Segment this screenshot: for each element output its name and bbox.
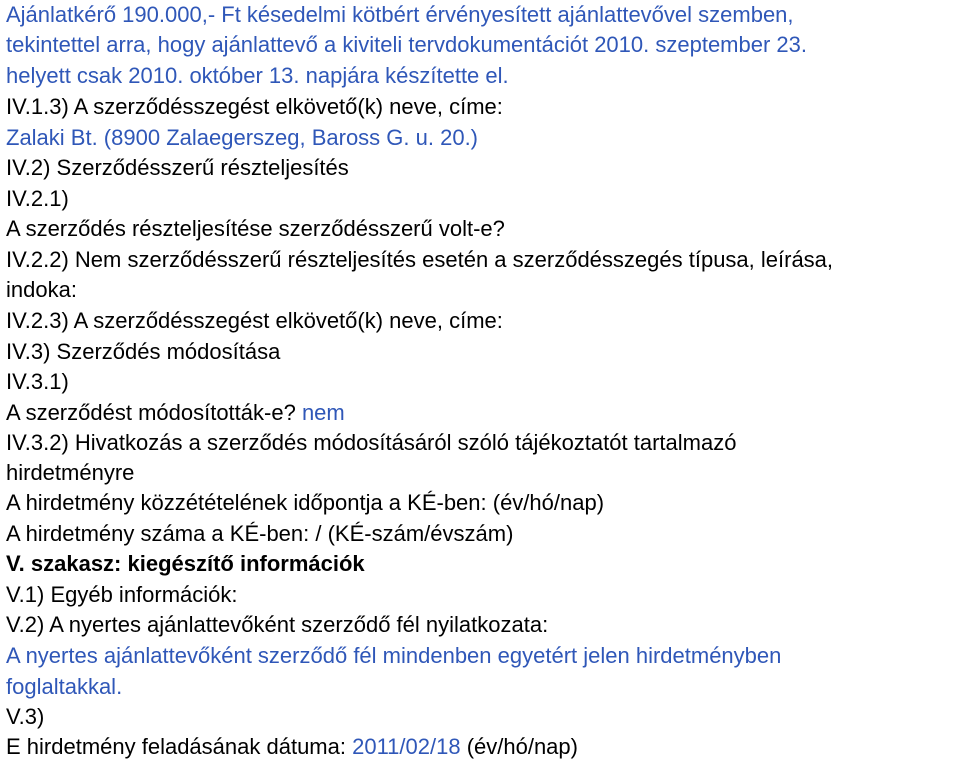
section-heading: V.3): [6, 704, 45, 729]
date-line: [6, 734, 578, 760]
statement-line: foglaltakkal.: [6, 674, 123, 699]
text-line: helyett csak 2010. október 13. napjára készítette el.: [6, 63, 509, 88]
contractor-address: Zalaki Bt. (8900 Zalaegerszeg, Baross G. u. 20.): [6, 125, 479, 150]
section-heading: V.1) Egyéb információk:: [6, 582, 238, 607]
text-line: hirdetményre: [6, 460, 135, 485]
text-line: Ajánlatkérő 190.000,- Ft késedelmi kötbért érvényesített ajánlattevővel szemben,: [6, 2, 794, 27]
section-heading: IV.2.3) A szerződésszegést elkövető(k) neve, címe:: [6, 308, 503, 333]
section-heading: IV.2.1): [6, 186, 69, 211]
text-line: indoka:: [6, 277, 77, 302]
section-title: V. szakasz: kiegészítő információk: [6, 551, 365, 576]
section-heading: IV.3.2) Hivatkozás a szerződés módosításáról szóló tájékoztatót tartalmazó: [6, 430, 737, 455]
answer-value: nem: [301, 400, 345, 425]
question-label: A szerződést módosították-e?: [6, 400, 302, 425]
section-heading: IV.3.1): [6, 369, 69, 394]
section-heading: IV.2.2) Nem szerződésszerű részteljesítés esetén a szerződésszegés típusa, leírása,: [6, 247, 834, 272]
section-heading: IV.2) Szerződésszerű részteljesítés: [6, 155, 349, 180]
section-heading: V.2) A nyertes ajánlattevőként szerződő fél nyilatkozata:: [6, 612, 549, 637]
text-line: tekintettel arra, hogy ajánlattevő a kiviteli tervdokumentációt 2010. szeptember 23.: [6, 32, 808, 57]
date-label: E hirdetmény feladásának dátuma:: [6, 734, 353, 759]
section-heading: IV.1.3) A szerződésszegést elkövető(k) neve, címe:: [6, 94, 503, 119]
text-line: A hirdetmény száma a KÉ-ben: / (KÉ-szám/évszám): [6, 521, 514, 546]
text-line: A hirdetmény közzétételének időpontja a KÉ-ben: (év/hó/nap): [6, 490, 605, 515]
date-value: 2011/02/18: [352, 734, 461, 759]
date-format: (év/hó/nap): [460, 734, 578, 759]
question-line: A szerződés részteljesítése szerződésszerű volt-e?: [6, 216, 505, 241]
section-heading: IV.3) Szerződés módosítása: [6, 339, 281, 364]
question-line: [6, 400, 345, 426]
statement-line: A nyertes ajánlattevőként szerződő fél mindenben egyetért jelen hirdetményben: [6, 643, 782, 668]
